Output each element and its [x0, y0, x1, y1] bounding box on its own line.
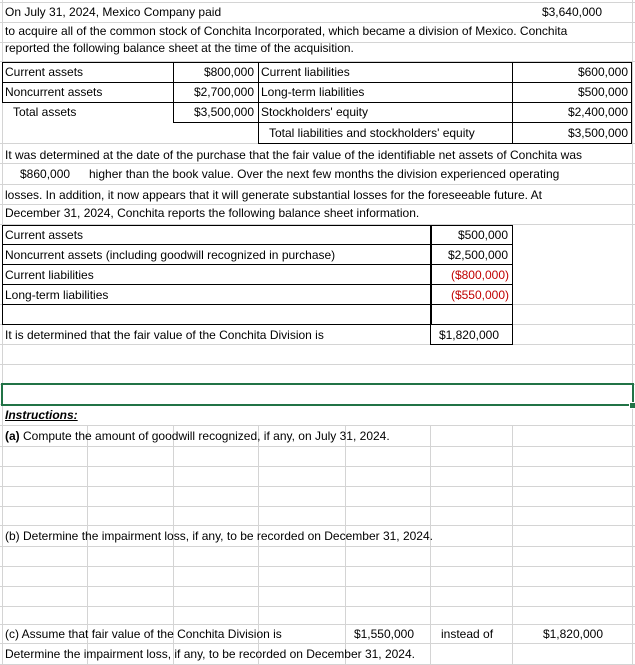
dec-noncurrent-label: Noncurrent assets (including goodwill recognized in purchase)	[5, 248, 336, 262]
acq-equity-label: Stockholders' equity	[261, 105, 369, 119]
acq-total-liab-equity-label: Total liabilities and stockholders' equity	[269, 126, 475, 140]
part-a-text: Compute the amount of goodwill recognized, if any, on July 31, 2024.	[23, 429, 390, 443]
acq-current-assets-value: $800,000	[203, 65, 254, 79]
dec-current-liabilities-label: Current liabilities	[5, 268, 94, 282]
acq-total-assets-value: $3,500,000	[193, 105, 254, 119]
acq-noncurrent-assets-label: Noncurrent assets	[5, 85, 103, 99]
acq-equity-value: $2,400,000	[567, 105, 628, 119]
intro-line-1: On July 31, 2024, Mexico Company paid	[5, 5, 222, 19]
acq-current-assets-label: Current assets	[5, 65, 84, 79]
acq-current-liabilities-value: $600,000	[577, 65, 628, 79]
fair-value-line-1: It was determined at the date of the purchase that the fair value of the identifiable net assets of Conchita was	[5, 148, 583, 162]
fill-handle[interactable]	[629, 402, 635, 409]
part-c-text: (c) Assume that fair value of the Conchita Division is	[5, 627, 282, 641]
division-fair-value: $1,820,000	[438, 328, 499, 342]
dec-current-assets-value: $500,000	[457, 228, 508, 242]
part-c-fair-value: $1,550,000	[353, 627, 414, 641]
dec-long-term-value: ($550,000)	[450, 288, 509, 302]
part-b-text: (b) Determine the impairment loss, if any, to be recorded on December 31, 2024.	[5, 529, 433, 543]
instructions-heading: Instructions:	[5, 408, 78, 422]
part-c-line-2: Determine the impairment loss, if any, to be recorded on December 31, 2024.	[5, 647, 415, 661]
selected-row[interactable]	[1, 383, 634, 406]
purchase-price: $3,640,000	[541, 5, 602, 19]
part-c-original-value: $1,820,000	[542, 627, 603, 641]
intro-line-3: reported the following balance sheet at the time of the acquisition.	[5, 41, 354, 55]
dec-current-liabilities-value: ($800,000)	[450, 268, 509, 282]
fair-value-line-4: December 31, 2024, Conchita reports the following balance sheet information.	[5, 206, 420, 220]
dec-long-term-label: Long-term liabilities	[5, 288, 109, 302]
fair-value-line-3: losses. In addition, it now appears that it will generate substantial losses for the foreseeable future. At	[5, 188, 542, 202]
fair-value-amount: $860,000	[20, 167, 71, 181]
intro-line-2: to acquire all of the common stock of Conchita Incorporated, which became a division of Mexico. Conchita	[5, 24, 568, 38]
dec-noncurrent-value: $2,500,000	[447, 248, 508, 262]
acq-current-liabilities-label: Current liabilities	[261, 65, 350, 79]
part-c-instead: instead of	[441, 627, 494, 641]
acq-total-assets-label: Total assets	[13, 105, 77, 119]
acq-total-liab-equity-value: $3,500,000	[567, 126, 628, 140]
dec-current-assets-label: Current assets	[5, 228, 84, 242]
fair-value-line-2: higher than the book value. Over the next few months the division experienced operating	[89, 167, 560, 181]
division-fair-value-label: It is determined that the fair value of the Conchita Division is	[5, 328, 324, 342]
acq-long-term-liabilities-value: $500,000	[577, 85, 628, 99]
acq-long-term-liabilities-label: Long-term liabilities	[261, 85, 365, 99]
acq-noncurrent-assets-value: $2,700,000	[193, 85, 254, 99]
part-a-label: (a)	[5, 429, 20, 443]
